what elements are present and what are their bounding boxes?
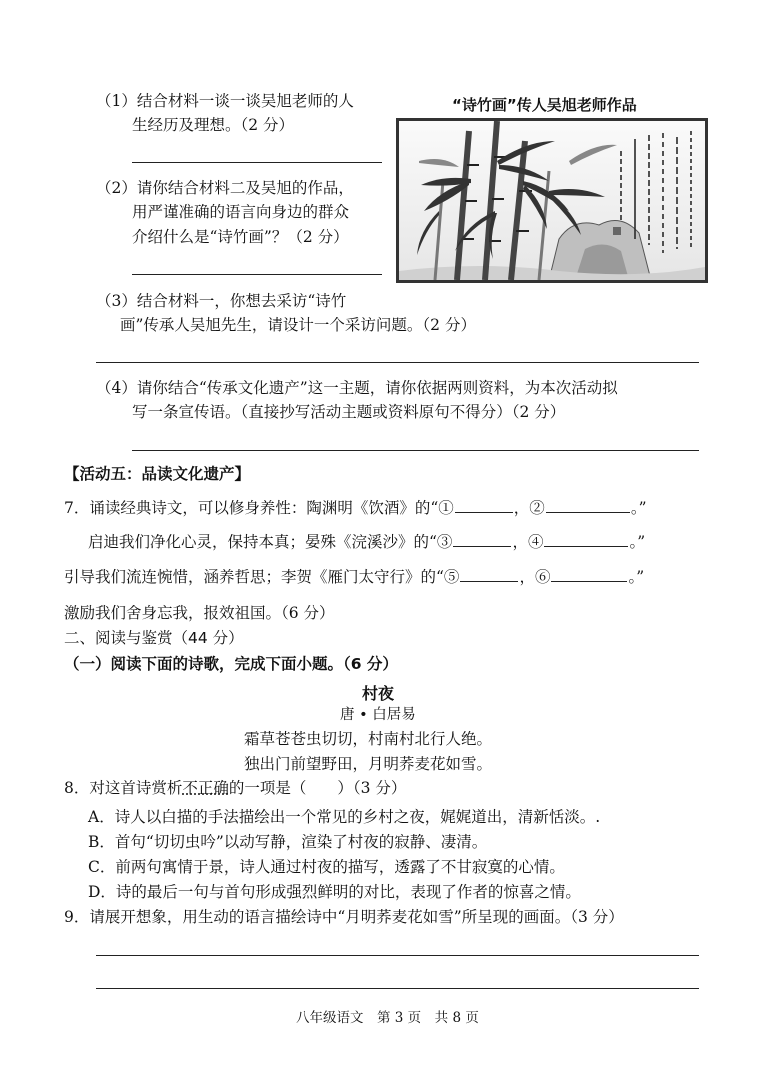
q7-line1-text-a: 7．诵读经典诗文，可以修身养性：陶渊明《饮酒》的“① <box>64 499 454 517</box>
poem-line2: 独出门前望野田，月明荞麦花如雪。 <box>244 755 493 773</box>
q9-stem: 9．请展开想象，用生动的语言描绘诗中“月明荞麦花如雪”所呈现的画面。（3 分） <box>64 908 624 926</box>
poem-author: 唐 • 白居易 <box>340 707 416 723</box>
q8-stem-a: 8．对这首诗赏析 <box>64 779 183 797</box>
q6-item3-line1: （3）结合材料一，你想去采访“诗竹 <box>96 292 347 310</box>
q8-option-c: C．前两句寓情于景，诗人通过村夜的描写，透露了不甘寂寞的心情。 <box>88 858 565 876</box>
q8-option-b: B．首句“切切虫吟”以动写静，渲染了村夜的寂静、凄清。 <box>88 833 488 851</box>
q7-line2 <box>88 530 645 552</box>
blank-2[interactable] <box>546 498 630 513</box>
blank-5[interactable] <box>460 567 518 582</box>
q6-item1-line1: （1）结合材料一谈一谈吴旭老师的人 <box>96 92 354 110</box>
painting-caption: “诗竹画”传人吴旭老师作品 <box>452 96 637 114</box>
page-footer: 八年级语文 第 3 页 共 8 页 <box>296 1010 479 1026</box>
q6-item2-line1: （2）请你结合材料二及吴旭的作品， <box>96 179 354 197</box>
answer-line <box>132 162 382 163</box>
blank-4[interactable] <box>544 532 628 547</box>
q8-stem-c: 的一项是（ ）（3 分） <box>228 779 407 797</box>
bamboo-painting-svg <box>399 121 705 280</box>
q6-item3-line2: 画”传承人吴旭先生，请设计一个采访问题。（2 分） <box>120 316 476 334</box>
q7-line3-text-a: 引导我们流连惋惜，涵养哲思；李贺《雁门太守行》的“⑤ <box>64 568 460 586</box>
section2-sub1: （一）阅读下面的诗歌，完成下面小题。（6 分） <box>64 655 398 673</box>
q7-line1-text-b: ，② <box>513 499 545 517</box>
blank-6[interactable] <box>551 567 627 582</box>
q7-line2-text-a: 启迪我们净化心灵，保持本真；晏殊《浣溪沙》的“③ <box>88 533 453 551</box>
answer-line <box>132 450 699 451</box>
blank-3[interactable] <box>453 532 511 547</box>
q7-line3-text-b: ，⑥ <box>519 568 551 586</box>
q7-line3 <box>64 565 644 587</box>
q6-item4-line1: （4）请你结合“传承文化遗产”这一主题，请你依据两则资料，为本次活动拟 <box>96 379 618 397</box>
bamboo-painting <box>396 118 708 283</box>
q8-stem-emphasis: 不正确 <box>182 779 229 797</box>
answer-line <box>96 955 699 956</box>
activity5-heading: 【活动五：品读文化遗产】 <box>64 465 251 483</box>
q7-line1 <box>64 496 647 518</box>
q6-item4-line2: 写一条宣传语。（直接抄写活动主题或资料原句不得分）（2 分） <box>132 403 566 421</box>
q6-item1-line2: 生经历及理想。（2 分） <box>132 116 295 134</box>
q8-option-a: A．诗人以白描的手法描绘出一个常见的乡村之夜，娓娓道出，清新恬淡。. <box>88 808 601 826</box>
poem-line1: 霜草苍苍虫切切，村南村北行人绝。 <box>244 730 493 748</box>
q7-line2-text-c: 。” <box>629 533 646 551</box>
q8-stem <box>64 776 406 798</box>
q7-line3-text-c: 。” <box>628 568 645 586</box>
q7-line4: 激励我们舍身忘我，报效祖国。（6 分） <box>64 604 335 622</box>
answer-line <box>96 362 699 363</box>
blank-1[interactable] <box>455 498 513 513</box>
section2-heading: 二、阅读与鉴赏（44 分） <box>64 629 244 647</box>
answer-line <box>96 988 699 989</box>
q7-line1-text-c: 。” <box>630 499 647 517</box>
q8-option-d: D．诗的最后一句与首句形成强烈鲜明的对比，表现了作者的惊喜之情。 <box>88 883 581 901</box>
answer-line <box>132 274 382 275</box>
poem-title: 村夜 <box>362 684 395 703</box>
q6-item2-line2: 用严谨准确的语言向身边的群众 <box>132 203 350 221</box>
q6-item2-line3: 介绍什么是“诗竹画”？（2 分） <box>132 228 349 246</box>
q7-line2-text-b: ，④ <box>512 533 544 551</box>
